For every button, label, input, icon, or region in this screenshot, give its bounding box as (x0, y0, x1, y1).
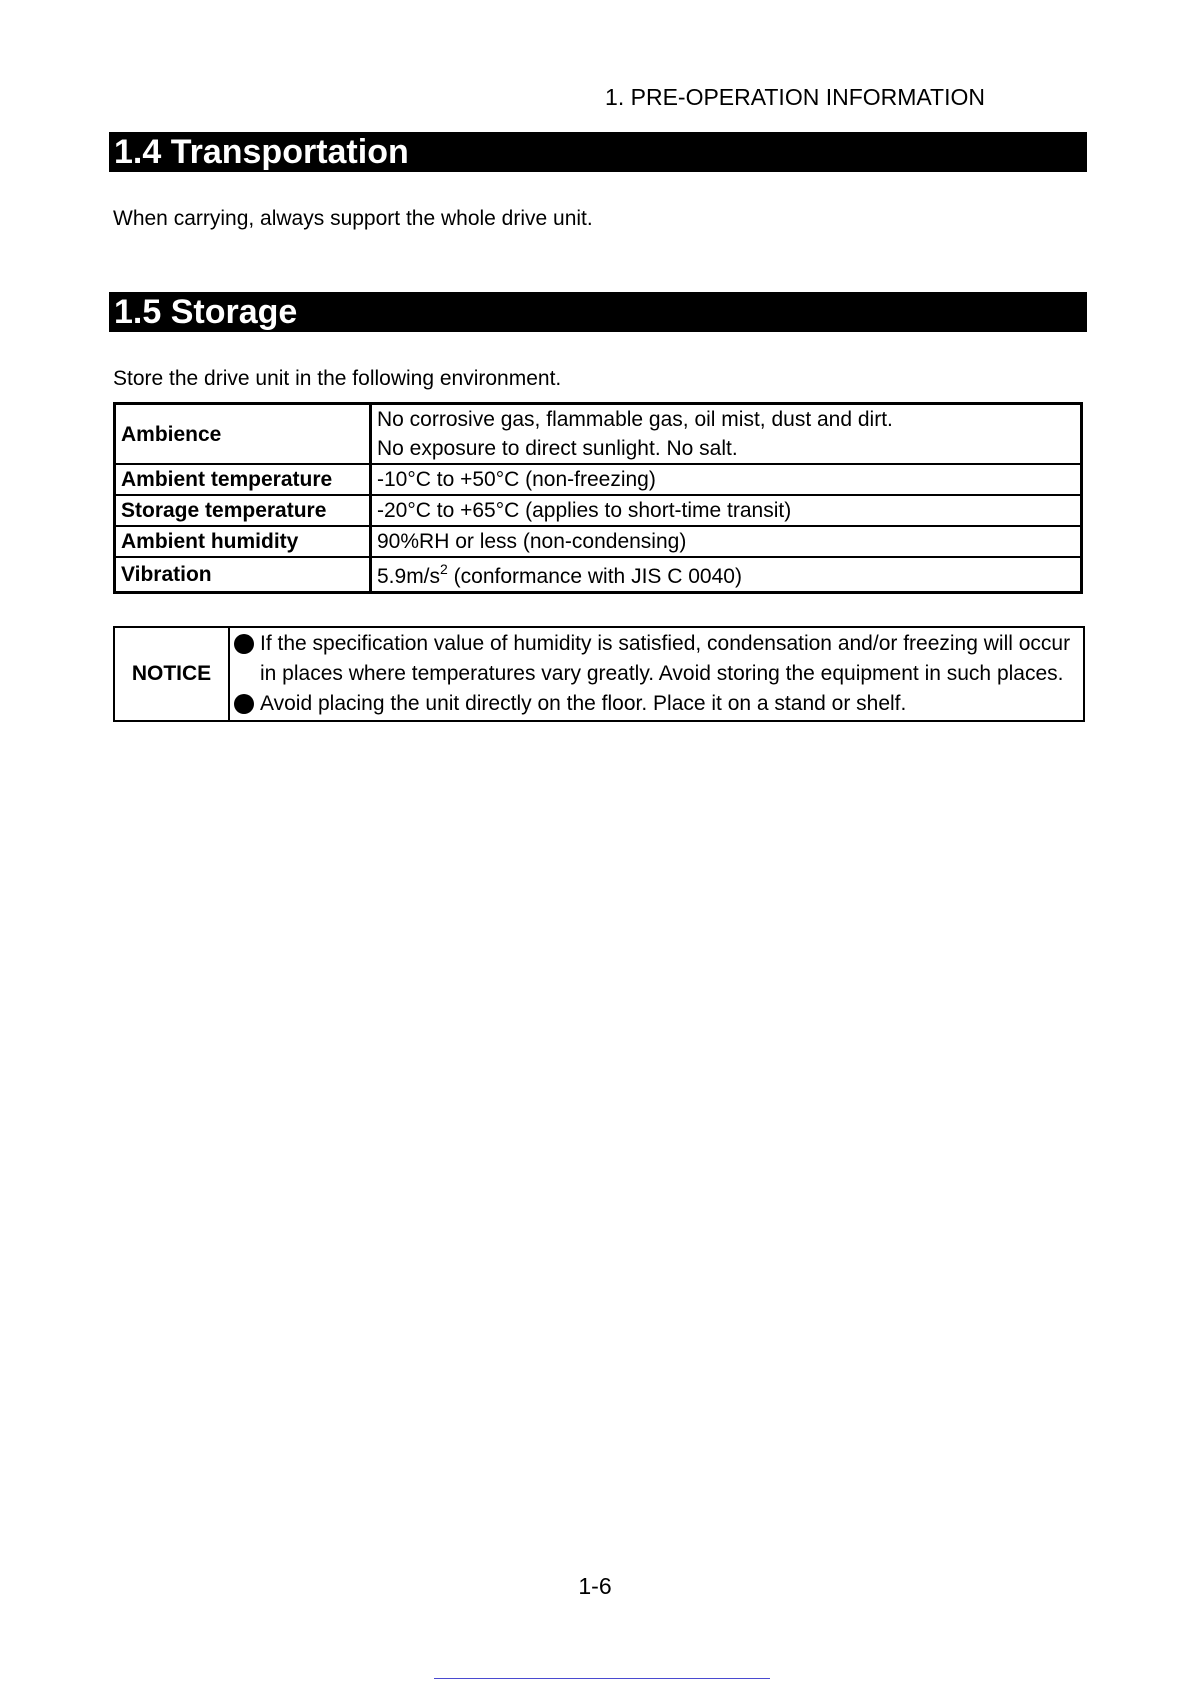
vibration-value: 5.9m/s (377, 565, 441, 588)
vibration-exponent: 2 (440, 561, 448, 577)
table-row (115, 526, 1081, 557)
section-heading-storage: 1.5 Storage (109, 292, 1087, 332)
page-number: 1-6 (578, 1573, 612, 1599)
notice-body (229, 627, 1084, 721)
notice-bullet (234, 629, 1079, 689)
notice-bullet-text: If the specification value of humidity is satisfied, condensation and/or freezing will occur in places where temperatures vary greatly. Avoid storing the equipment in such places. (260, 632, 1071, 685)
storage-text: Store the drive unit in the following environment. (113, 367, 562, 390)
row-label-vibration: Vibration (115, 557, 371, 592)
notice-label: NOTICE (114, 627, 229, 721)
table-row (115, 495, 1081, 526)
row-label-ambient-temperature: Ambient temperature (115, 464, 371, 495)
notice-bullet (234, 689, 1079, 719)
running-header: 1. PRE-OPERATION INFORMATION (605, 84, 985, 110)
row-value-ambient-humidity: 90%RH or less (non-condensing) (371, 526, 1081, 557)
table-row (115, 464, 1081, 495)
table-row (115, 404, 1081, 464)
table-row (115, 557, 1081, 592)
row-value-ambient-temperature: -10°C to +50°C (non-freezing) (371, 464, 1081, 495)
transportation-text: When carrying, always support the whole drive unit. (113, 207, 593, 230)
bullet-dot-icon (234, 694, 254, 714)
row-label-ambience: Ambience (115, 404, 371, 464)
bullet-dot-icon (234, 634, 254, 654)
notice-box (113, 626, 1085, 722)
vibration-standard: (conformance with JIS C 0040) (447, 565, 742, 588)
ambience-line-1: No corrosive gas, flammable gas, oil mist, dust and dirt. (377, 408, 893, 431)
storage-environment-table (113, 402, 1083, 594)
row-value-vibration (371, 557, 1081, 592)
section-heading-transportation: 1.4 Transportation (109, 132, 1087, 172)
row-value-storage-temperature: -20°C to +65°C (applies to short-time transit) (371, 495, 1081, 526)
row-value-ambience (371, 404, 1081, 464)
footer-rule (434, 1678, 770, 1679)
row-label-storage-temperature: Storage temperature (115, 495, 371, 526)
row-label-ambient-humidity: Ambient humidity (115, 526, 371, 557)
ambience-line-2: No exposure to direct sunlight. No salt. (377, 437, 738, 460)
notice-bullet-text: Avoid placing the unit directly on the floor. Place it on a stand or shelf. (260, 692, 907, 715)
